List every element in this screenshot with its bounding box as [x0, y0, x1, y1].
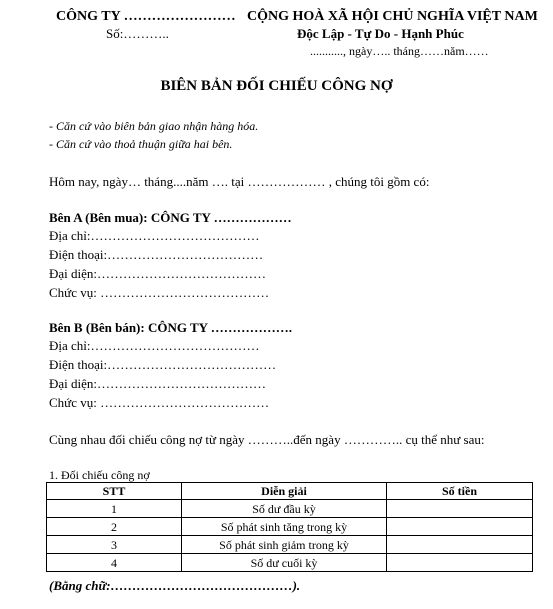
header-amount: Số tiền — [387, 483, 533, 500]
amount-in-words: (Bằng chữ:……………………………………). — [49, 578, 301, 593]
reconcile-period: Cùng nhau đối chiếu công nợ từ ngày ………..đến ngày ………….. cụ thể như sau: — [49, 432, 485, 447]
cell-description: Số dư cuối kỳ — [182, 554, 387, 572]
debt-reconciliation-table — [46, 482, 533, 572]
cell-stt: 4 — [47, 554, 182, 572]
section-heading: 1. Đối chiếu công nợ — [49, 468, 150, 482]
party-b-address: Địa chỉ:………………………………… — [49, 338, 260, 353]
national-motto: Độc Lập - Tự Do - Hạnh Phúc — [297, 26, 464, 41]
document-number: Số:……….. — [106, 26, 169, 41]
table-row — [47, 554, 533, 572]
table-row — [47, 500, 533, 518]
party-b-phone: Điện thoại:………………………………… — [49, 357, 277, 372]
cell-amount[interactable] — [387, 554, 533, 572]
table-row — [47, 518, 533, 536]
document-title: BIÊN BẢN ĐỐI CHIẾU CÔNG NỢ — [160, 78, 393, 94]
table-header-row — [47, 483, 533, 500]
party-a-phone: Điện thoại:……………………………… — [49, 247, 264, 262]
basis-item: - Căn cứ vào biên bản giao nhận hàng hóa. — [49, 119, 259, 133]
meeting-intro: Hôm nay, ngày… tháng....năm …. tại ……………… , chúng tôi gồm có: — [49, 174, 430, 189]
party-a-address: Địa chỉ:………………………………… — [49, 228, 260, 243]
cell-amount[interactable] — [387, 536, 533, 554]
cell-amount[interactable] — [387, 500, 533, 518]
party-b-heading: Bên B (Bên bán): CÔNG TY ………………. — [49, 320, 293, 335]
party-a-heading: Bên A (Bên mua): CÔNG TY ……………… — [49, 210, 292, 225]
cell-description: Số phát sinh giảm trong kỳ — [182, 536, 387, 554]
cell-stt: 1 — [47, 500, 182, 518]
party-b-position: Chức vụ: ………………………………… — [49, 395, 270, 410]
table-row — [47, 536, 533, 554]
header-stt: STT — [47, 483, 182, 500]
republic-name: CỘNG HOÀ XÃ HỘI CHỦ NGHĨA VIỆT NAM — [247, 9, 538, 24]
party-b-representative: Đại diện:………………………………… — [49, 376, 267, 391]
party-a-position: Chức vụ: ………………………………… — [49, 285, 270, 300]
basis-item: - Căn cứ vào thoả thuận giữa hai bên. — [49, 137, 233, 151]
cell-description: Số dư đầu kỳ — [182, 500, 387, 518]
cell-amount[interactable] — [387, 518, 533, 536]
cell-stt: 2 — [47, 518, 182, 536]
cell-stt: 3 — [47, 536, 182, 554]
party-a-representative: Đại diện:………………………………… — [49, 266, 267, 281]
cell-description: Số phát sinh tăng trong kỳ — [182, 518, 387, 536]
document-date: ..........., ngày….. tháng……năm…… — [310, 44, 489, 58]
header-description: Diễn giải — [182, 483, 387, 500]
company-name: CÔNG TY …………………… — [56, 9, 236, 24]
